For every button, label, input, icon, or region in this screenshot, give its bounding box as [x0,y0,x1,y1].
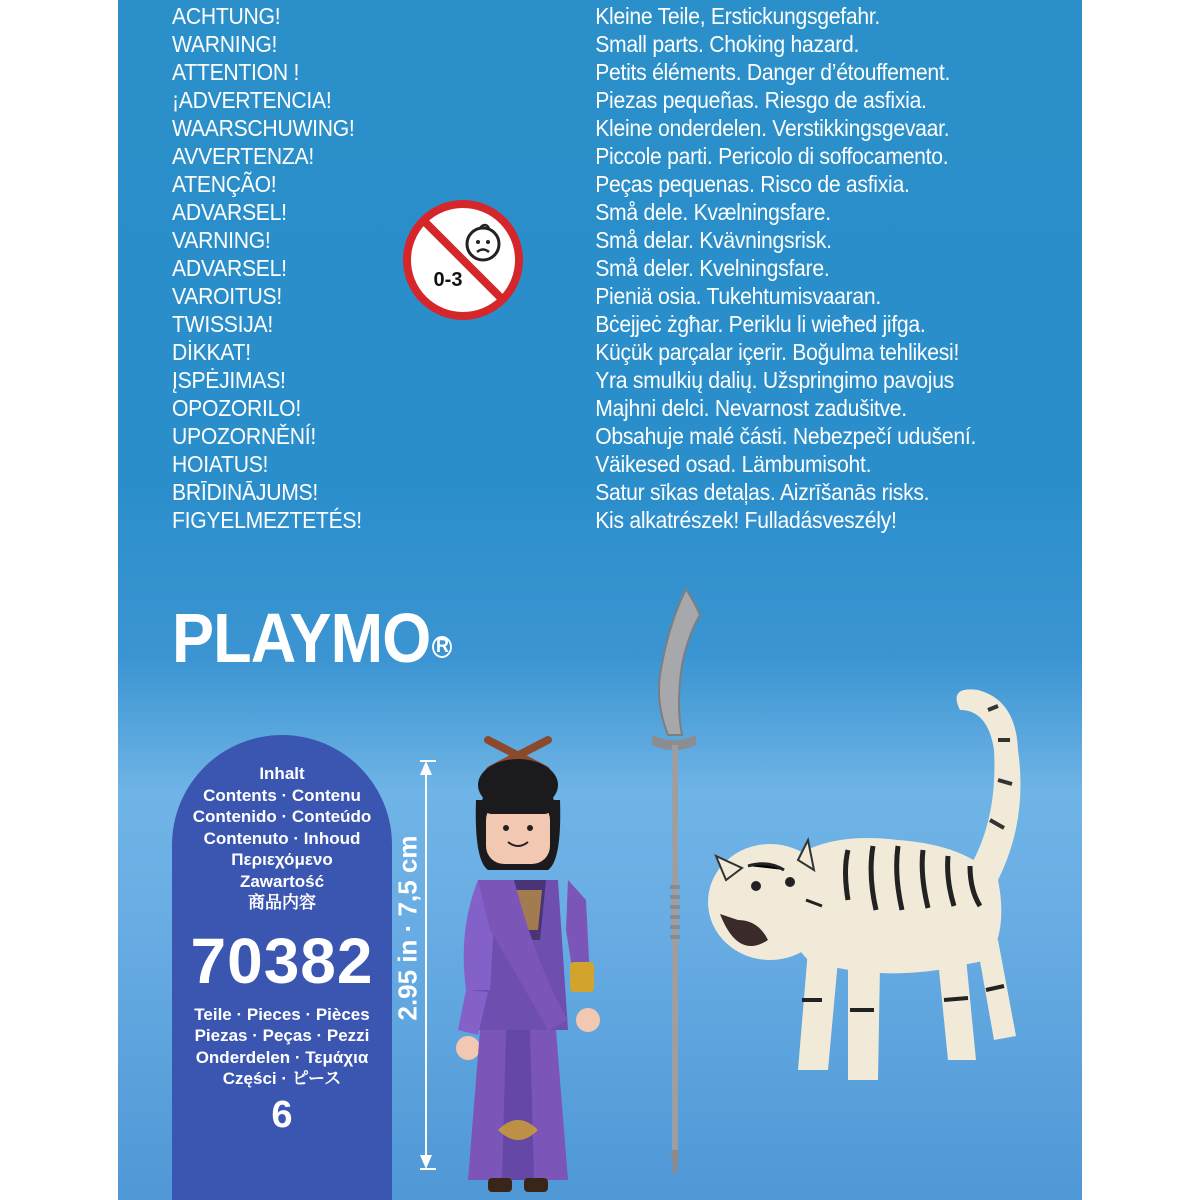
warning-text: Väikesed osad. Lämbumisoht. [595,451,872,477]
warning-text: Kleine Teile, Erstickungsgefahr. [595,3,881,29]
asian-fighter-figure [418,730,618,1200]
registered-mark: R [432,636,452,658]
warning-word: ADVARSEL! [172,255,287,281]
item-number: 70382 [190,924,374,997]
age-label: 0-3 [433,269,463,291]
warning-text: Piezas pequeñas. Riesgo de asfixia. [595,87,927,113]
brand-name: PLAYMO [172,599,431,677]
contents-line: Inhalt [259,764,305,783]
no-children-under-3-icon [403,200,523,320]
warning-word: ADVARSEL! [172,199,287,225]
height-label: 2.95 in · 7,5 cm [392,835,423,1021]
warning-word: WARNING! [172,31,278,57]
brand-logo [172,598,452,678]
warning-text: Pieniä osia. Tukehtumisvaaran. [595,283,881,309]
warning-text: Yra smulkių dalių. Užspringimo pavojus [595,367,954,393]
warning-word: ¡ADVERTENCIA! [172,87,332,113]
warning-text: Piccole parti. Pericolo di soffocamento. [595,143,949,169]
warning-word: FIGYELMEZTETÉS! [172,507,362,533]
warning-word: AVVERTENZA! [172,143,314,169]
pieces-line: Piezas · Peças · Pezzi [194,1026,370,1045]
warning-word: ATTENTION ! [172,59,300,85]
warning-text: Küçük parçalar içerir. Boğulma tehlikesi! [595,339,960,365]
pieces-lines [172,1004,392,1090]
warning-text: Small parts. Choking hazard. [595,31,860,57]
warning-word: WAARSCHUWING! [172,115,355,141]
warning-text: Satur sīkas detaļas. Aizrīšanās risks. [595,479,930,505]
warning-word: HOIATUS! [172,451,269,477]
contents-line: Περιεχόμενο [231,850,333,869]
white-tiger-figure [698,670,1038,1110]
warning-text: Peças pequenas. Risco de asfixia. [595,171,910,197]
warning-word: ĮSPĖJIMAS! [172,367,286,393]
warning-text: Kis alkatrészek! Fulladásveszély! [595,507,897,533]
pieces-line: Onderdelen · Τεμάχια [195,1047,369,1067]
contents-line: Contenuto · Inhoud [203,828,361,848]
warning-word: DİKKAT! [172,339,251,365]
warning-word: VARNING! [172,227,271,253]
contents-line: Zawartość [239,871,325,891]
piece-count: 6 [271,1093,293,1136]
warning-word: VAROITUS! [172,283,282,309]
warning-word: OPOZORILO! [172,395,301,421]
warning-word: TWISSIJA! [172,311,273,337]
warning-text: Petits éléments. Danger d’étouffement. [595,59,951,85]
contents-line: Contents · Contenu [203,785,361,805]
warning-word: ATENÇÃO! [172,171,277,197]
warning-text: Kleine onderdelen. Verstikkingsgevaar. [595,115,950,141]
warning-word: BRĪDINĀJUMS! [172,479,319,505]
contents-badge [172,735,392,1200]
warning-word: ACHTUNG! [172,3,281,29]
warning-word: UPOZORNĚNÍ! [172,423,316,449]
contents-line: 商品内容 [248,893,316,912]
box-back-panel [118,0,1082,1200]
warning-text: Majhni delci. Nevarnost zadušitve. [595,395,907,421]
contents-lines [172,763,392,914]
warning-text: Bċejjeċ żgħar. Periklu li wieħed jifga. [595,311,926,337]
pieces-line: Teile · Pieces · Pièces [194,1004,370,1024]
warning-text: Små dele. Kvælningsfare. [595,199,831,225]
contents-line: Contenido · Conteúdo [192,807,372,826]
warning-text: Obsahuje malé části. Nebezpečí udušení. [595,423,977,449]
warning-text: Små deler. Kvelningsfare. [595,255,830,281]
warning-text: Små delar. Kvävningsrisk. [595,227,832,253]
pieces-line: Części · ピース [222,1069,342,1088]
